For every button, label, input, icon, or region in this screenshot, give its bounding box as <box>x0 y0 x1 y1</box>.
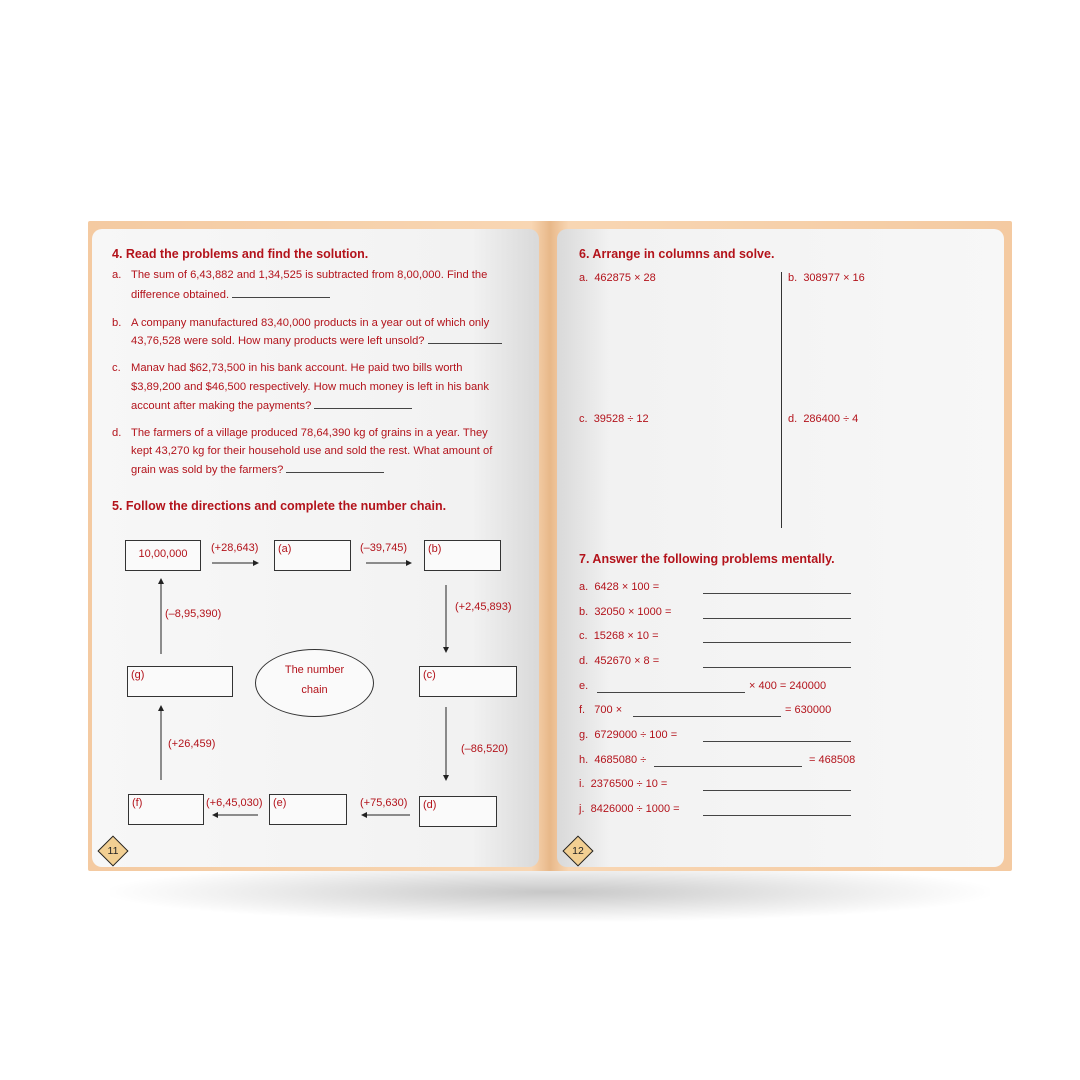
q7i: i. 2376500 ÷ 10 = <box>579 778 668 790</box>
q4a-line2: difference obtained. <box>131 286 330 305</box>
oval-line2: chain <box>301 684 328 696</box>
q7e-answer[interactable] <box>597 692 745 693</box>
page-number-left: 11 <box>107 845 119 857</box>
op-label-2: (–39,745) <box>360 542 408 554</box>
oval-line1: The number <box>284 664 345 676</box>
q4a-line1: The sum of 6,43,882 and 1,34,525 is subtracted from 8,00,000. Find the <box>131 269 488 281</box>
chain-box-a[interactable]: (a) <box>274 540 351 571</box>
q5-heading: 5. Follow the directions and complete the number chain. <box>112 499 447 513</box>
q7e-letter: e. <box>579 680 589 692</box>
q4d-letter: d. <box>112 427 122 439</box>
q7a-answer[interactable] <box>703 593 851 594</box>
q7d: d. 452670 × 8 = <box>579 655 660 667</box>
q4d-line3: grain was sold by the farmers? <box>131 461 384 480</box>
q6-heading: 6. Arrange in columns and solve. <box>579 247 775 261</box>
chain-start-box: 10,00,000 <box>125 540 201 571</box>
q7f-answer[interactable] <box>633 716 781 717</box>
op-label-6: (+6,45,030) <box>206 797 263 809</box>
right-page <box>557 229 1004 867</box>
q7f: f. 700 × <box>579 704 623 716</box>
chain-box-d[interactable]: (d) <box>419 796 497 827</box>
op-label-1: (+28,643) <box>211 542 259 554</box>
op-label-8: (–8,95,390) <box>165 608 222 620</box>
op-label-5: (+75,630) <box>360 797 408 809</box>
chain-arrows <box>92 229 539 867</box>
op-label-3: (+2,45,893) <box>455 601 512 613</box>
page-number-right: 12 <box>572 845 584 857</box>
q4c-line3: account after making the payments? <box>131 397 412 416</box>
chain-box-b[interactable]: (b) <box>424 540 501 571</box>
q7g-answer[interactable] <box>703 741 851 742</box>
q7j: j. 8426000 ÷ 1000 = <box>579 803 680 815</box>
chain-box-e[interactable]: (e) <box>269 794 347 825</box>
chain-box-g[interactable]: (g) <box>127 666 233 697</box>
q7a: a. 6428 × 100 = <box>579 581 660 593</box>
q4c-line1: Manav had $62,73,500 in his bank account. He paid two bills worth <box>131 362 463 374</box>
q7-heading: 7. Answer the following problems mentally. <box>579 552 835 566</box>
q7c-answer[interactable] <box>703 642 851 643</box>
q7j-answer[interactable] <box>703 815 851 816</box>
q4d-line1: The farmers of a village produced 78,64,390 kg of grains in a year. They <box>131 427 488 439</box>
q4a-letter: a. <box>112 269 122 281</box>
q4c-letter: c. <box>112 362 121 374</box>
op-label-7: (+26,459) <box>168 738 216 750</box>
q6d: d. 286400 ÷ 4 <box>788 413 859 425</box>
left-page <box>92 229 539 867</box>
q4b-line1: A company manufactured 83,40,000 products in a year out of which only <box>131 317 490 329</box>
q4d-line2: kept 43,270 kg for their household use and sold the rest. What amount of <box>131 445 493 457</box>
op-label-4: (–86,520) <box>461 743 509 755</box>
chain-box-f[interactable]: (f) <box>128 794 204 825</box>
q7i-answer[interactable] <box>703 790 851 791</box>
q7c: c. 15268 × 10 = <box>579 630 659 642</box>
book-shadow <box>110 862 990 922</box>
q4b-line2: 43,76,528 were sold. How many products were left unsold? <box>131 332 502 351</box>
q6-column-divider <box>781 272 782 528</box>
q7f-post: = 630000 <box>785 704 832 716</box>
q7d-answer[interactable] <box>703 667 851 668</box>
q6a: a. 462875 × 28 <box>579 272 656 284</box>
q7g: g. 6729000 ÷ 100 = <box>579 729 678 741</box>
q6b: b. 308977 × 16 <box>788 272 865 284</box>
q7b-answer[interactable] <box>703 618 851 619</box>
q7h: h. 4685080 ÷ <box>579 754 647 766</box>
q4b-letter: b. <box>112 317 122 329</box>
q6c: c. 39528 ÷ 12 <box>579 413 649 425</box>
q7b: b. 32050 × 1000 = <box>579 606 672 618</box>
q7h-answer[interactable] <box>654 766 802 767</box>
q4c-line2: $3,89,200 and $46,500 respectively. How much money is left in his bank <box>131 381 489 393</box>
q4-heading: 4. Read the problems and find the solution. <box>112 247 369 261</box>
q7h-post: = 468508 <box>809 754 856 766</box>
chain-box-c[interactable]: (c) <box>419 666 517 697</box>
q7e-post: × 400 = 240000 <box>749 680 827 692</box>
